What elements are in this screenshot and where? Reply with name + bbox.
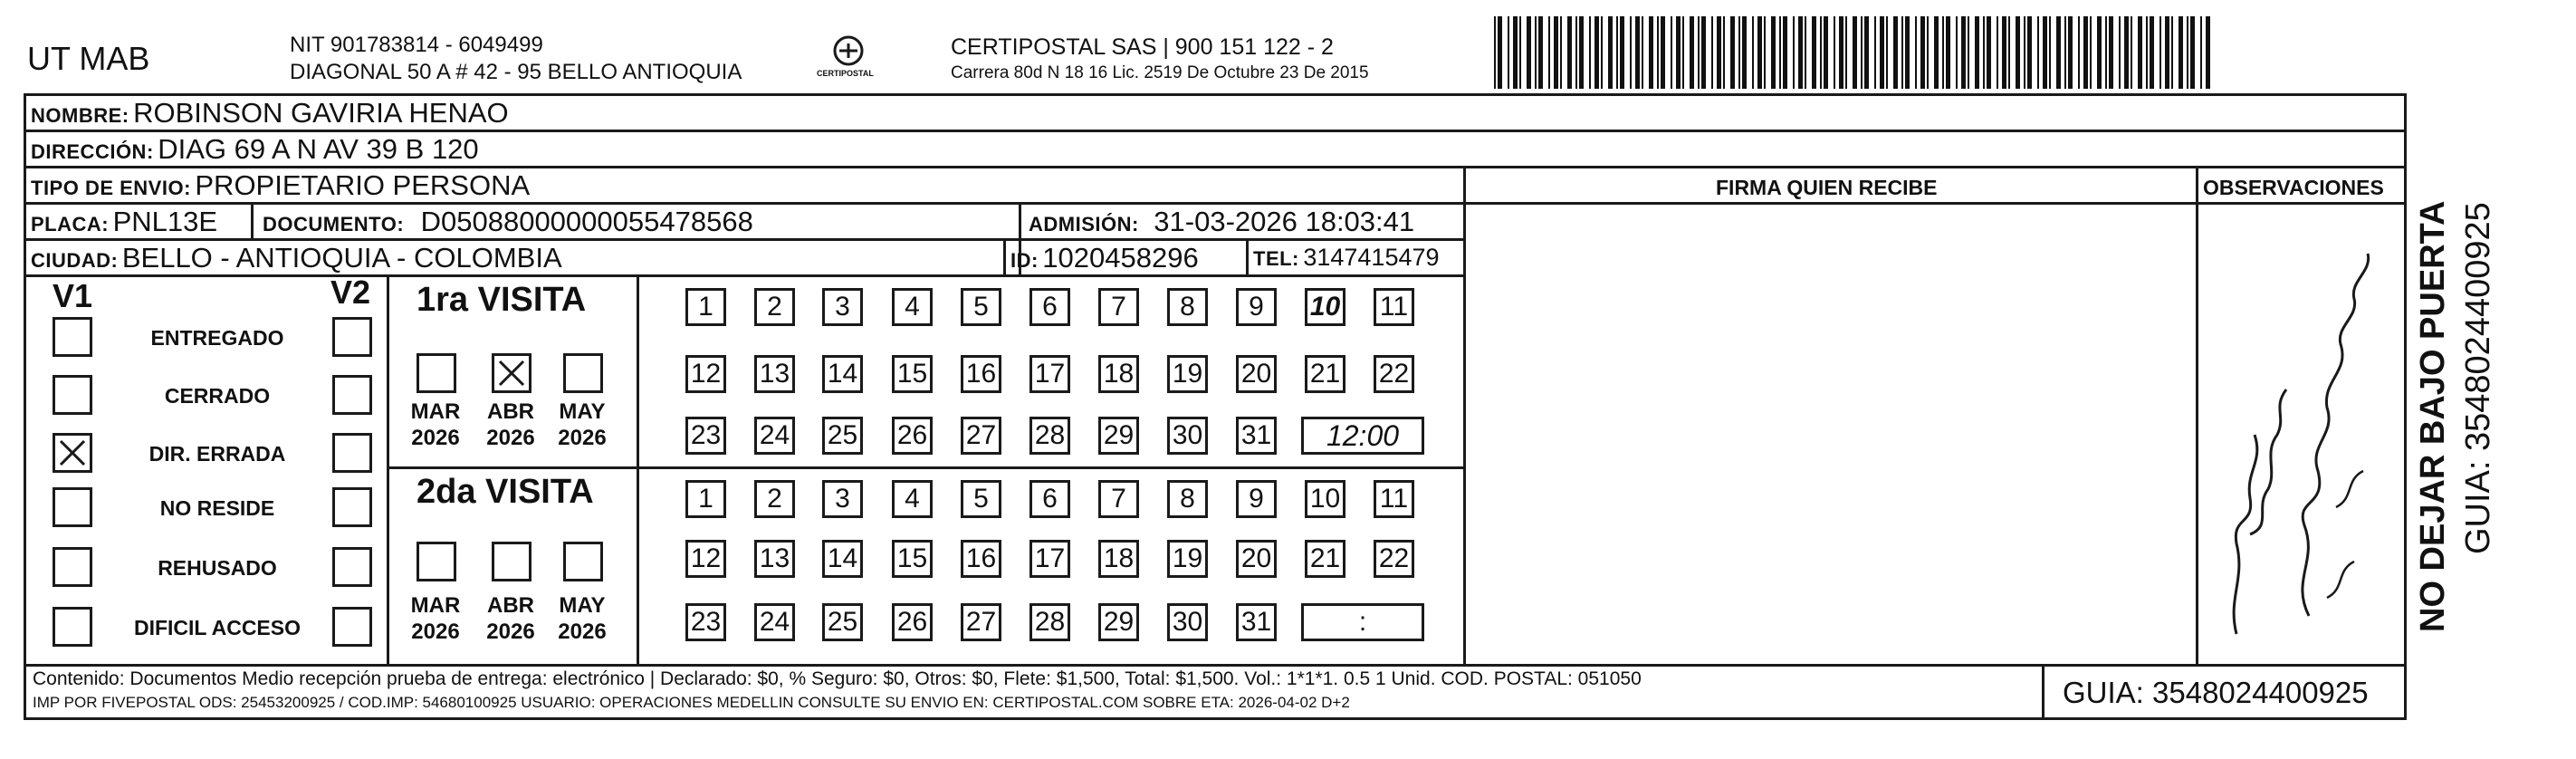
month-checkbox[interactable] bbox=[417, 353, 456, 393]
barcode-bar bbox=[1548, 16, 1550, 89]
barcode-bar bbox=[1513, 16, 1518, 89]
barcode-bar bbox=[2109, 16, 2113, 89]
direccion-field: DIRECCIÓN: DIAG 69 A N AV 39 B 120 bbox=[31, 133, 479, 165]
no-dejar-bajo-puerta: NO DEJAR BAJO PUERTA bbox=[2414, 200, 2452, 632]
day-cell[interactable]: 30 bbox=[1167, 603, 1208, 641]
day-cell[interactable]: 21 bbox=[1305, 355, 1345, 393]
barcode-bar bbox=[2187, 16, 2188, 89]
month-year: 2026 bbox=[411, 426, 460, 450]
barcode-bar bbox=[2037, 16, 2039, 89]
barcode-bar bbox=[1630, 16, 1632, 89]
barcode-bar bbox=[1893, 16, 1898, 89]
barcode-bar bbox=[1764, 16, 1766, 89]
barcode-bar bbox=[1983, 16, 1985, 89]
v2-checkbox[interactable] bbox=[332, 607, 372, 647]
barcode-bar bbox=[1657, 16, 1659, 89]
v2-checkbox[interactable] bbox=[332, 487, 372, 527]
certipostal-address: Carrera 80d N 18 16 Lic. 2519 De Octubre 23 De 2015 bbox=[951, 63, 1369, 82]
day-cell[interactable]: 13 bbox=[754, 355, 795, 393]
ciudad-field: CIUDAD: BELLO - ANTIOQUIA - COLOMBIA bbox=[31, 242, 562, 274]
barcode-bar bbox=[2056, 16, 2061, 89]
day-cell[interactable]: 27 bbox=[961, 603, 1001, 641]
day-cell[interactable]: 2 bbox=[754, 288, 795, 326]
barcode-bar bbox=[1579, 16, 1584, 89]
barcode-bar bbox=[1527, 16, 1531, 89]
tel-field: TEL: 3147415479 bbox=[1253, 244, 1440, 271]
barcode-bar bbox=[1864, 16, 1869, 89]
status-label: DIFICIL ACCESO bbox=[133, 616, 301, 639]
barcode-bar bbox=[1934, 16, 1939, 89]
month-checkbox[interactable] bbox=[492, 542, 531, 581]
barcode-bar bbox=[1560, 16, 1562, 89]
barcode-bar bbox=[1498, 16, 1502, 89]
barcode-bar bbox=[2206, 16, 2210, 89]
barcode-bar bbox=[2150, 16, 2154, 89]
month-checkbox-checked[interactable] bbox=[492, 353, 531, 393]
status-label: CERRADO bbox=[164, 384, 271, 408]
day-cell[interactable]: 1 bbox=[685, 480, 726, 518]
day-cell[interactable]: 9 bbox=[1236, 288, 1277, 326]
barcode-bar bbox=[2097, 16, 2102, 89]
day-cell[interactable]: 20 bbox=[1236, 540, 1277, 578]
month-name: MAR bbox=[410, 399, 461, 424]
barcode-bar bbox=[1997, 16, 1998, 89]
day-cell[interactable]: 17 bbox=[1029, 540, 1070, 578]
barcode-bar bbox=[1942, 16, 1944, 89]
day-cell[interactable]: 11 bbox=[1374, 480, 1414, 518]
id-field: ID: 1020458296 bbox=[1010, 242, 1199, 274]
footer-imp: IMP POR FIVEPOSTAL ODS: 25453200925 / COD.IMP: 54680100925 USUARIO: OPERACIONES MEDELLIN CONSULTE SU ENVIO EN: CERTIPOSTAL.COM SOBRE ETA: 2026-04-02 D+2 bbox=[33, 694, 1350, 711]
barcode-bar bbox=[2124, 16, 2129, 89]
barcode-bar bbox=[1690, 16, 1694, 89]
day-cell[interactable]: 4 bbox=[892, 480, 933, 518]
month-year: 2026 bbox=[558, 620, 607, 644]
v1-checkbox[interactable] bbox=[53, 487, 92, 527]
v2-header: V2 bbox=[330, 274, 371, 311]
day-cell[interactable]: 14 bbox=[822, 355, 863, 393]
barcode-bar bbox=[2179, 16, 2183, 89]
v2-checkbox[interactable] bbox=[332, 375, 372, 415]
day-cell[interactable]: 22 bbox=[1374, 355, 1414, 393]
day-cell[interactable]: 21 bbox=[1305, 540, 1345, 578]
month-name: MAR bbox=[410, 593, 461, 618]
day-cell[interactable]: 12 bbox=[685, 355, 726, 393]
footer-guia: GUIA: 3548024400925 bbox=[2063, 676, 2369, 709]
month-year: 2026 bbox=[411, 620, 460, 644]
day-cell[interactable]: 3 bbox=[822, 480, 863, 518]
company-name: UT MAB bbox=[27, 40, 150, 77]
barcode-bar bbox=[1824, 16, 1828, 89]
day-cell[interactable]: 26 bbox=[892, 417, 933, 455]
month-label bbox=[479, 592, 542, 645]
barcode-bar bbox=[1812, 16, 1816, 89]
day-cell[interactable]: 19 bbox=[1167, 355, 1208, 393]
barcode-bar bbox=[1508, 16, 1509, 89]
time-box[interactable]: 12:00 bbox=[1301, 417, 1424, 455]
barcode-bar bbox=[2105, 16, 2107, 89]
barcode-bar bbox=[1771, 16, 1776, 89]
barcode-bar bbox=[2016, 16, 2020, 89]
barcode-bar bbox=[1975, 16, 1979, 89]
status-label: ENTREGADO bbox=[150, 326, 284, 350]
barcode-bar bbox=[1701, 16, 1706, 89]
month-label bbox=[404, 592, 467, 645]
company-address: DIAGONAL 50 A # 42 - 95 BELLO ANTIOQUIA bbox=[290, 60, 742, 84]
barcode-bar bbox=[1987, 16, 1991, 89]
day-cell[interactable]: 30 bbox=[1167, 417, 1208, 455]
day-cell[interactable]: 13 bbox=[754, 540, 795, 578]
barcode-bar bbox=[2090, 16, 2092, 89]
barcode-bar bbox=[2068, 16, 2073, 89]
v1-header: V1 bbox=[53, 277, 93, 314]
footer-contenido: Contenido: Documentos Medio recepción prueba de entrega: electrónico | Declarado: $0, % Seguro: $0, Otros: $0, Flete: $1,500, Total: $1,500. Vol.: 1*1*1. 0.5 1 Unid. COD. POSTAL: 051050 bbox=[33, 668, 1642, 689]
placa-field: PLACA: PNL13E bbox=[31, 206, 218, 237]
day-cell[interactable]: 17 bbox=[1029, 355, 1070, 393]
day-cell[interactable]: 6 bbox=[1029, 480, 1070, 518]
day-cell[interactable]: 15 bbox=[892, 540, 933, 578]
barcode-bar bbox=[2165, 16, 2169, 89]
barcode-bar bbox=[1620, 16, 1624, 89]
barcode-bar bbox=[2024, 16, 2025, 89]
barcode-bar bbox=[1698, 16, 1700, 89]
month-year: 2026 bbox=[558, 426, 607, 450]
barcode-bar bbox=[1820, 16, 1822, 89]
barcode-bar bbox=[1861, 16, 1863, 89]
v1-checkbox[interactable] bbox=[53, 317, 92, 357]
day-cell[interactable]: 31 bbox=[1236, 603, 1277, 641]
certipostal-title: CERTIPOSTAL SAS | 900 151 122 - 2 bbox=[951, 34, 1334, 60]
barcode-bar bbox=[1635, 16, 1640, 89]
day-cell[interactable]: 18 bbox=[1098, 540, 1139, 578]
barcode-bar bbox=[1608, 16, 1613, 89]
day-cell[interactable]: 3 bbox=[822, 288, 863, 326]
barcode-bar bbox=[1752, 16, 1754, 89]
day-cell[interactable]: 24 bbox=[754, 603, 795, 641]
barcode-bar bbox=[1905, 16, 1910, 89]
barcode-bar bbox=[1671, 16, 1672, 89]
barcode-bar bbox=[1783, 16, 1787, 89]
day-cell[interactable]: 26 bbox=[892, 603, 933, 641]
certipostal-logo bbox=[808, 33, 889, 87]
barcode-bar bbox=[1901, 16, 1903, 89]
time-box[interactable]: : bbox=[1301, 603, 1424, 641]
month-label bbox=[551, 592, 614, 645]
day-cell[interactable]: 10 bbox=[1305, 480, 1345, 518]
barcode-bar bbox=[1956, 16, 1958, 89]
day-cell[interactable]: 28 bbox=[1029, 417, 1070, 455]
barcode-bar bbox=[1757, 16, 1762, 89]
day-cell[interactable]: 15 bbox=[892, 355, 933, 393]
month-label bbox=[404, 399, 467, 451]
day-cell[interactable]: 18 bbox=[1098, 355, 1139, 393]
barcode-bar bbox=[1742, 16, 1747, 89]
barcode-bar bbox=[2138, 16, 2142, 89]
barcode-bar bbox=[2171, 16, 2173, 89]
day-cell[interactable]: 1 bbox=[685, 288, 726, 326]
day-cell[interactable]: 2 bbox=[754, 480, 795, 518]
visit2-title: 2da VISITA bbox=[417, 473, 594, 511]
barcode-bar bbox=[1649, 16, 1653, 89]
v1-checkbox[interactable] bbox=[53, 375, 92, 415]
barcode-bar bbox=[1874, 16, 1876, 89]
day-cell[interactable]: 29 bbox=[1098, 417, 1139, 455]
barcode-bar bbox=[1839, 16, 1843, 89]
barcode-bar bbox=[2043, 16, 2047, 89]
month-checkbox[interactable] bbox=[563, 542, 603, 581]
company-nit: NIT 901783814 - 6049499 bbox=[290, 33, 543, 57]
barcode bbox=[1494, 16, 2218, 89]
barcode-bar bbox=[1845, 16, 1847, 89]
barcode-bar bbox=[1968, 16, 1969, 89]
barcode-bar bbox=[1920, 16, 1925, 89]
month-name: MAY bbox=[559, 399, 606, 424]
barcode-bar bbox=[2119, 16, 2121, 89]
barcode-bar bbox=[1779, 16, 1781, 89]
barcode-bar bbox=[1723, 16, 1725, 89]
day-cell[interactable]: 24 bbox=[754, 417, 795, 455]
day-cell[interactable]: 29 bbox=[1098, 603, 1139, 641]
month-checkbox[interactable] bbox=[417, 542, 456, 581]
day-cell[interactable]: 6 bbox=[1029, 288, 1070, 326]
day-cell[interactable]: 20 bbox=[1236, 355, 1277, 393]
barcode-bar bbox=[1594, 16, 1599, 89]
day-cell[interactable]: 4 bbox=[892, 288, 933, 326]
day-cell-marked[interactable]: 10 bbox=[1305, 288, 1345, 326]
day-cell[interactable]: 16 bbox=[961, 355, 1001, 393]
barcode-bar bbox=[1616, 16, 1618, 89]
observaciones-header: OBSERVACIONES bbox=[2203, 176, 2384, 199]
admision-field: ADMISIÓN: 31-03-2026 18:03:41 bbox=[1029, 206, 1415, 237]
barcode-bar bbox=[1946, 16, 1950, 89]
barcode-bar bbox=[1676, 16, 1681, 89]
barcode-bar bbox=[1589, 16, 1591, 89]
day-cell[interactable]: 22 bbox=[1374, 540, 1414, 578]
v2-checkbox[interactable] bbox=[332, 547, 372, 587]
day-cell[interactable]: 19 bbox=[1167, 540, 1208, 578]
day-cell[interactable]: 23 bbox=[685, 417, 726, 455]
month-year: 2026 bbox=[486, 426, 535, 450]
v1-checkbox[interactable] bbox=[53, 547, 92, 587]
day-cell[interactable]: 25 bbox=[822, 417, 863, 455]
barcode-bar bbox=[1494, 16, 1496, 89]
day-cell[interactable]: 5 bbox=[961, 480, 1001, 518]
barcode-bar bbox=[1805, 16, 1806, 89]
barcode-bar bbox=[2049, 16, 2051, 89]
barcode-bar bbox=[2131, 16, 2132, 89]
barcode-bar bbox=[1853, 16, 1857, 89]
barcode-bar bbox=[1717, 16, 1721, 89]
barcode-bar bbox=[2027, 16, 2032, 89]
day-cell[interactable]: 16 bbox=[961, 540, 1001, 578]
barcode-bar bbox=[1793, 16, 1795, 89]
barcode-bar bbox=[1601, 16, 1603, 89]
barcode-bar bbox=[1535, 16, 1537, 89]
barcode-bar bbox=[1711, 16, 1713, 89]
barcode-bar bbox=[1738, 16, 1740, 89]
status-label: REHUSADO bbox=[158, 556, 277, 580]
day-cell[interactable]: 7 bbox=[1098, 288, 1139, 326]
barcode-bar bbox=[1915, 16, 1917, 89]
barcode-bar bbox=[1554, 16, 1558, 89]
barcode-bar bbox=[2190, 16, 2195, 89]
barcode-bar bbox=[1642, 16, 1643, 89]
firma-header: FIRMA QUIEN RECIBE bbox=[1716, 176, 1938, 199]
barcode-bar bbox=[1682, 16, 1684, 89]
barcode-bar bbox=[1519, 16, 1521, 89]
day-cell[interactable]: 27 bbox=[961, 417, 1001, 455]
barcode-bar bbox=[1880, 16, 1884, 89]
barcode-bar bbox=[1927, 16, 1929, 89]
barcode-bar bbox=[1834, 16, 1835, 89]
day-cell[interactable]: 9 bbox=[1236, 480, 1277, 518]
day-cell[interactable]: 12 bbox=[685, 540, 726, 578]
barcode-bar bbox=[1961, 16, 1966, 89]
day-cell[interactable]: 23 bbox=[685, 603, 726, 641]
day-cell[interactable]: 14 bbox=[822, 540, 863, 578]
barcode-bar bbox=[2159, 16, 2161, 89]
day-cell[interactable]: 31 bbox=[1236, 417, 1277, 455]
month-name: ABR bbox=[487, 399, 534, 424]
month-label bbox=[479, 399, 542, 451]
barcode-bar bbox=[1886, 16, 1888, 89]
day-cell[interactable]: 25 bbox=[822, 603, 863, 641]
day-cell[interactable]: 5 bbox=[961, 288, 1001, 326]
v1-checkbox-checked[interactable] bbox=[53, 433, 92, 473]
month-name: ABR bbox=[487, 593, 534, 618]
barcode-bar bbox=[2078, 16, 2080, 89]
handwritten-signature bbox=[2200, 235, 2399, 652]
status-label: DIR. ERRADA bbox=[148, 442, 286, 466]
barcode-bar bbox=[2200, 16, 2202, 89]
barcode-bar bbox=[1538, 16, 1543, 89]
side-guia: GUIA: 3548024400925 bbox=[2459, 202, 2497, 554]
barcode-bar bbox=[1798, 16, 1803, 89]
barcode-bar bbox=[2008, 16, 2010, 89]
day-cell[interactable]: 7 bbox=[1098, 480, 1139, 518]
barcode-bar bbox=[2146, 16, 2148, 89]
day-cell[interactable]: 8 bbox=[1167, 480, 1208, 518]
status-label: NO RESIDE bbox=[159, 496, 275, 520]
month-year: 2026 bbox=[486, 620, 535, 644]
barcode-bar bbox=[2083, 16, 2088, 89]
barcode-bar bbox=[2002, 16, 2006, 89]
month-label bbox=[551, 399, 614, 451]
barcode-bar bbox=[1575, 16, 1577, 89]
barcode-bar bbox=[1661, 16, 1665, 89]
visit1-title: 1ra VISITA bbox=[417, 281, 587, 319]
v2-checkbox[interactable] bbox=[332, 433, 372, 473]
day-cell[interactable]: 8 bbox=[1167, 288, 1208, 326]
barcode-bar bbox=[1567, 16, 1572, 89]
v1-checkbox[interactable] bbox=[53, 607, 92, 647]
month-name: MAY bbox=[559, 593, 606, 618]
tipo-envio-field: TIPO DE ENVIO: PROPIETARIO PERSONA bbox=[31, 169, 531, 201]
nombre-field: NOMBRE: ROBINSON GAVIRIA HENAO bbox=[31, 97, 509, 129]
barcode-bar bbox=[2064, 16, 2066, 89]
documento-field: DOCUMENTO: D05088000000055478568 bbox=[263, 206, 753, 237]
day-cell[interactable]: 11 bbox=[1374, 288, 1414, 326]
v2-checkbox[interactable] bbox=[332, 317, 372, 357]
day-cell[interactable]: 28 bbox=[1029, 603, 1070, 641]
barcode-bar bbox=[1730, 16, 1735, 89]
month-checkbox[interactable] bbox=[563, 353, 603, 393]
logo-text: CERTIPOSTAL bbox=[817, 69, 874, 78]
